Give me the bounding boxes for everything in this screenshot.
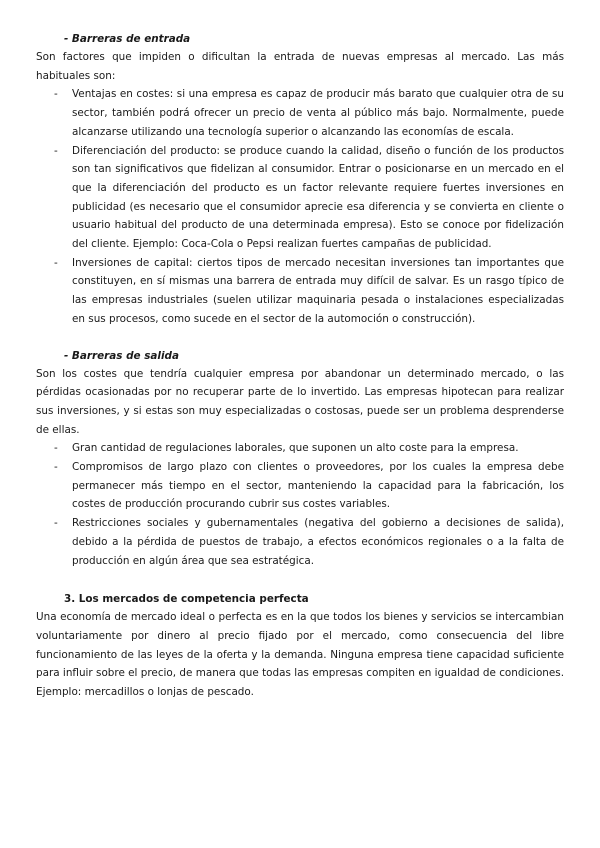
dash-bullet: - (54, 461, 58, 474)
section-intro: Son factores que impiden o dificultan la entrada de nuevas empresas al mercado. Las más habituales son: (36, 51, 564, 82)
dash-bullet: - (54, 88, 58, 101)
list-item-text: Ventajas en costes: si una empresa es capaz de producir más barato que cualquier otra de su sector, también podrá ofrecer un precio de venta al público más bajo. Normalmente, puede alcanzarse utilizando una tecnología superior o alcanzando las economías de escala. (72, 88, 564, 138)
list-item (36, 439, 564, 458)
list-item-text: Inversiones de capital: ciertos tipos de mercado necesitan inversiones tan importantes que constituyen, en sí mismas una barrera de entrada muy difícil de salvar. Es un rasgo típico de las empresas industriales (suelen utilizar maquinaria pesada o instalaciones especializadas en sus procesos, como sucede en el sector de la automoción o construcción). (72, 256, 564, 325)
dash-bullet: - (54, 256, 58, 269)
list-item (36, 458, 564, 514)
section-heading: - Barreras de salida (64, 349, 179, 362)
section-heading: 3. Los mercados de competencia perfecta (64, 593, 309, 606)
list-item (36, 514, 564, 570)
list-item (36, 254, 564, 329)
spacer (36, 570, 564, 590)
list-item-text: Gran cantidad de regulaciones laborales, que suponen un alto coste para la empresa. (72, 442, 519, 455)
bullet-list (36, 85, 564, 328)
dash-bullet: - (54, 517, 58, 530)
list-item (36, 142, 564, 254)
section-heading: - Barreras de entrada (64, 33, 191, 45)
spacer (36, 329, 564, 347)
list-item-text: Compromisos de largo plazo con clientes o proveedores, por los cuales la empresa debe permanecer más tiempo en el sector, manteniendo la capacidad para la fabricación, los costes de producción procurando cubrir sus costes variables. (72, 461, 564, 511)
list-item (36, 85, 564, 141)
list-item-text: Diferenciación del producto: se produce cuando la calidad, diseño o función de los productos son tan significativos que fidelizan al consumidor. Entrar o posicionarse en un mercado en el que la diferenciación del producto es un factor relevante requiere fuertes inversiones en publicidad (es necesario que el consumidor aprecie esa diferencia y se convierta en cliente o usuario habitual del producto de una determinada empresa). Esto se conoce por fidelización del cliente. Ejemplo: Coca-Cola o Pepsi realizan fuertes campañas de publicidad. (72, 144, 564, 251)
section-barreras-entrada (36, 30, 564, 329)
section-competencia-perfecta (36, 590, 564, 702)
section-intro: Son los costes que tendría cualquier empresa por abandonar un determinado mercado, o las pérdidas ocasionadas por no recuperar parte de lo invertido. Las empresas hipotecan para realizar sus inversiones, y si estas son muy especializadas o costosas, puede ser un problema desprenderse de ellas. (36, 367, 564, 436)
bullet-list (36, 439, 564, 570)
dash-bullet: - (54, 442, 58, 455)
dash-bullet: - (54, 144, 58, 157)
section-body: Una economía de mercado ideal o perfecta es en la que todos los bienes y servicios se intercambian voluntariamente por dinero al precio fijado por el mercado, como consecuencia del libre funcionamiento de las leyes de la oferta y la demanda. Ninguna empresa tiene capacidad suficiente para influir sobre el precio, de manera que todas las empresas compiten en igualdad de condiciones. Ejemplo: mercadillos o lonjas de pescado. (36, 611, 564, 699)
list-item-text: Restricciones sociales y gubernamentales (negativa del gobierno a decisiones de salida), debido a la pérdida de puestos de trabajo, a efectos económicos regionales o a la falta de producción en algún área que sea estratégica. (72, 517, 564, 567)
section-barreras-salida (36, 347, 564, 571)
